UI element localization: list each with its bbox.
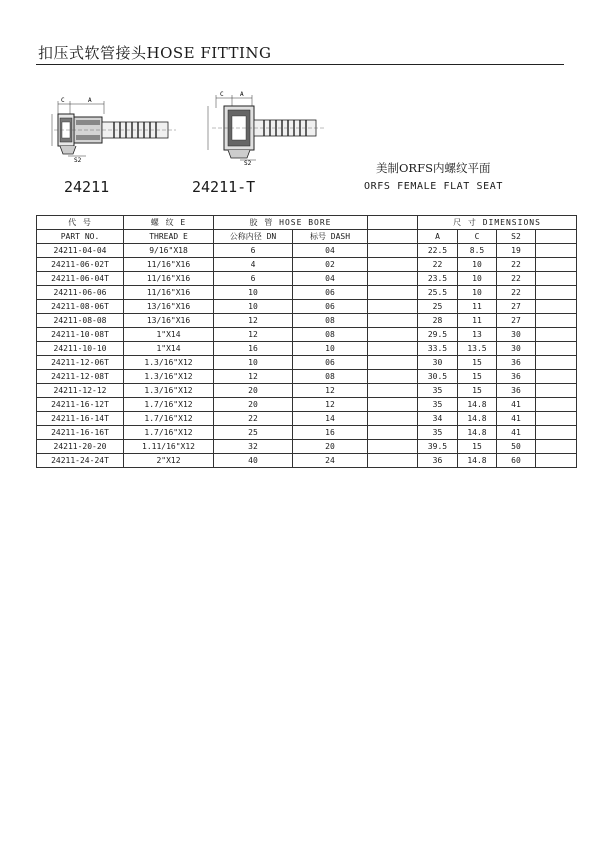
table-row [37,454,577,468]
header-dash: 标号 DASH [293,230,368,244]
cell-dn: 32 [214,440,293,454]
cell-dash: 06 [293,356,368,370]
table-row [37,426,577,440]
header-c: C [458,230,497,244]
table-row [37,342,577,356]
series-subtitle-en: ORFS FEMALE FLAT SEAT [364,181,504,192]
cell-part-no: 24211-24-24T [37,454,124,468]
header-blank [368,216,418,230]
cell-end [536,314,577,328]
cell-end [536,412,577,426]
cell-part-no: 24211-12-12 [37,384,124,398]
cell-thread: 1"X14 [124,328,214,342]
page-title: 扣压式软管接头HOSE FITTING [38,44,272,62]
cell-s2: 27 [497,314,536,328]
cell-a: 35 [418,426,458,440]
cell-end [536,356,577,370]
cell-dn: 22 [214,412,293,426]
header-part-no: PART NO. [37,230,124,244]
table-row [37,286,577,300]
cell-c: 14.8 [458,412,497,426]
cell-blank [368,342,418,356]
cell-dash: 14 [293,412,368,426]
fitting-drawing-24211 [44,92,184,164]
cell-a: 30.5 [418,370,458,384]
dim-label-c: C [220,91,224,98]
fitting-drawing-24211-t [204,86,334,166]
cell-c: 10 [458,258,497,272]
cell-part-no: 24211-04-04 [37,244,124,258]
cell-dn: 12 [214,328,293,342]
cell-s2: 36 [497,384,536,398]
cell-a: 28 [418,314,458,328]
cell-dn: 6 [214,244,293,258]
cell-s2: 27 [497,300,536,314]
cell-dn: 10 [214,286,293,300]
cell-end [536,286,577,300]
cell-c: 11 [458,314,497,328]
cell-blank [368,244,418,258]
table-row [37,314,577,328]
table-row [37,328,577,342]
cell-c: 15 [458,384,497,398]
cell-part-no: 24211-16-12T [37,398,124,412]
cell-part-no: 24211-08-08 [37,314,124,328]
cell-part-no: 24211-10-10 [37,342,124,356]
spec-table [36,215,577,468]
cell-thread: 1.7/16"X12 [124,412,214,426]
cell-c: 13 [458,328,497,342]
header-s2: S2 [497,230,536,244]
cell-a: 30 [418,356,458,370]
cell-blank [368,300,418,314]
cell-thread: 11/16"X16 [124,286,214,300]
cell-part-no: 24211-10-08T [37,328,124,342]
cell-a: 39.5 [418,440,458,454]
cell-dn: 4 [214,258,293,272]
cell-dn: 12 [214,314,293,328]
cell-thread: 11/16"X16 [124,272,214,286]
cell-s2: 36 [497,356,536,370]
cell-thread: 1.11/16"X12 [124,440,214,454]
cell-a: 33.5 [418,342,458,356]
cell-end [536,258,577,272]
cell-end [536,300,577,314]
cell-dash: 12 [293,384,368,398]
cell-blank [368,384,418,398]
figure-label-24211: 24211 [64,178,110,196]
cell-part-no: 24211-08-06T [37,300,124,314]
title-divider [36,64,564,65]
cell-dn: 10 [214,300,293,314]
header-thread-cn: 螺 纹 E [124,216,214,230]
cell-dn: 40 [214,454,293,468]
cell-s2: 22 [497,258,536,272]
dim-label-a: A [88,97,92,104]
table-sub-header-row [37,230,577,244]
cell-s2: 36 [497,370,536,384]
cell-part-no: 24211-20-20 [37,440,124,454]
cell-end [536,342,577,356]
cell-s2: 22 [497,286,536,300]
cell-a: 36 [418,454,458,468]
cell-thread: 1.3/16"X12 [124,384,214,398]
header-dimensions: 尺 寸 DIMENSIONS [418,216,577,230]
cell-c: 13.5 [458,342,497,356]
cell-end [536,370,577,384]
cell-blank [368,272,418,286]
cell-s2: 41 [497,398,536,412]
cell-blank [368,426,418,440]
cell-a: 34 [418,412,458,426]
cell-dash: 02 [293,258,368,272]
cell-end [536,398,577,412]
cell-thread: 13/16"X16 [124,300,214,314]
cell-s2: 60 [497,454,536,468]
cell-thread: 11/16"X16 [124,258,214,272]
cell-thread: 1.7/16"X12 [124,398,214,412]
cell-end [536,244,577,258]
cell-s2: 30 [497,328,536,342]
cell-c: 14.8 [458,426,497,440]
figure-label-24211-t: 24211-T [192,178,256,196]
cell-dn: 6 [214,272,293,286]
cell-c: 8.5 [458,244,497,258]
cell-part-no: 24211-16-16T [37,426,124,440]
cell-blank [368,356,418,370]
cell-dash: 04 [293,272,368,286]
cell-dash: 20 [293,440,368,454]
cell-end [536,454,577,468]
header-thread: THREAD E [124,230,214,244]
header-blank-sub [368,230,418,244]
header-a: A [418,230,458,244]
cell-part-no: 24211-12-06T [37,356,124,370]
cell-dn: 10 [214,356,293,370]
cell-dash: 08 [293,370,368,384]
cell-dash: 16 [293,426,368,440]
cell-end [536,384,577,398]
cell-dn: 16 [214,342,293,356]
cell-a: 35 [418,398,458,412]
cell-s2: 19 [497,244,536,258]
cell-dash: 08 [293,328,368,342]
cell-thread: 1"X14 [124,342,214,356]
cell-dash: 04 [293,244,368,258]
cell-thread: 2"X12 [124,454,214,468]
cell-end [536,328,577,342]
cell-c: 15 [458,440,497,454]
cell-dash: 06 [293,286,368,300]
dim-label-s2: S2 [74,157,82,164]
cell-thread: 13/16"X16 [124,314,214,328]
table-row [37,384,577,398]
header-end [536,230,577,244]
cell-s2: 22 [497,272,536,286]
table-row [37,356,577,370]
table-row [37,258,577,272]
table-row [37,244,577,258]
cell-c: 15 [458,370,497,384]
cell-blank [368,398,418,412]
cell-part-no: 24211-16-14T [37,412,124,426]
cell-end [536,426,577,440]
cell-a: 22.5 [418,244,458,258]
cell-a: 23.5 [418,272,458,286]
cell-dn: 25 [214,426,293,440]
dim-label-c: C [61,97,65,104]
cell-thread: 1.7/16"X12 [124,426,214,440]
cell-s2: 41 [497,412,536,426]
cell-blank [368,314,418,328]
cell-s2: 50 [497,440,536,454]
cell-dash: 08 [293,314,368,328]
header-hose-bore: 胶 管 HOSE BORE [214,216,368,230]
table-row [37,440,577,454]
cell-blank [368,412,418,426]
cell-dn: 12 [214,370,293,384]
header-dn: 公称内径 DN [214,230,293,244]
cell-s2: 41 [497,426,536,440]
series-subtitle-cn: 美制ORFS内螺纹平面 [376,161,491,175]
cell-c: 14.8 [458,454,497,468]
cell-c: 11 [458,300,497,314]
cell-s2: 30 [497,342,536,356]
cell-blank [368,440,418,454]
cell-dash: 12 [293,398,368,412]
cell-c: 14.8 [458,398,497,412]
cell-part-no: 24211-06-02T [37,258,124,272]
cell-end [536,272,577,286]
table-row [37,300,577,314]
cell-blank [368,258,418,272]
table-row [37,398,577,412]
dim-label-a: A [240,91,244,98]
cell-c: 15 [458,356,497,370]
cell-a: 22 [418,258,458,272]
cell-part-no: 24211-06-04T [37,272,124,286]
cell-a: 25 [418,300,458,314]
cell-thread: 9/16"X18 [124,244,214,258]
cell-blank [368,328,418,342]
spec-table-body [37,244,577,468]
cell-dash: 24 [293,454,368,468]
table-row [37,412,577,426]
cell-dn: 20 [214,398,293,412]
cell-blank [368,454,418,468]
cell-part-no: 24211-06-06 [37,286,124,300]
cell-c: 10 [458,272,497,286]
cell-thread: 1.3/16"X12 [124,370,214,384]
cell-dash: 10 [293,342,368,356]
cell-a: 25.5 [418,286,458,300]
cell-end [536,440,577,454]
cell-blank [368,286,418,300]
table-row [37,370,577,384]
table-row [37,272,577,286]
cell-part-no: 24211-12-08T [37,370,124,384]
cell-dash: 06 [293,300,368,314]
dim-label-s2: S2 [244,160,252,166]
header-part-cn: 代 号 [37,216,124,230]
cell-dn: 20 [214,384,293,398]
cell-c: 10 [458,286,497,300]
cell-blank [368,370,418,384]
cell-a: 29.5 [418,328,458,342]
cell-a: 35 [418,384,458,398]
table-group-header-row [37,216,577,230]
cell-thread: 1.3/16"X12 [124,356,214,370]
